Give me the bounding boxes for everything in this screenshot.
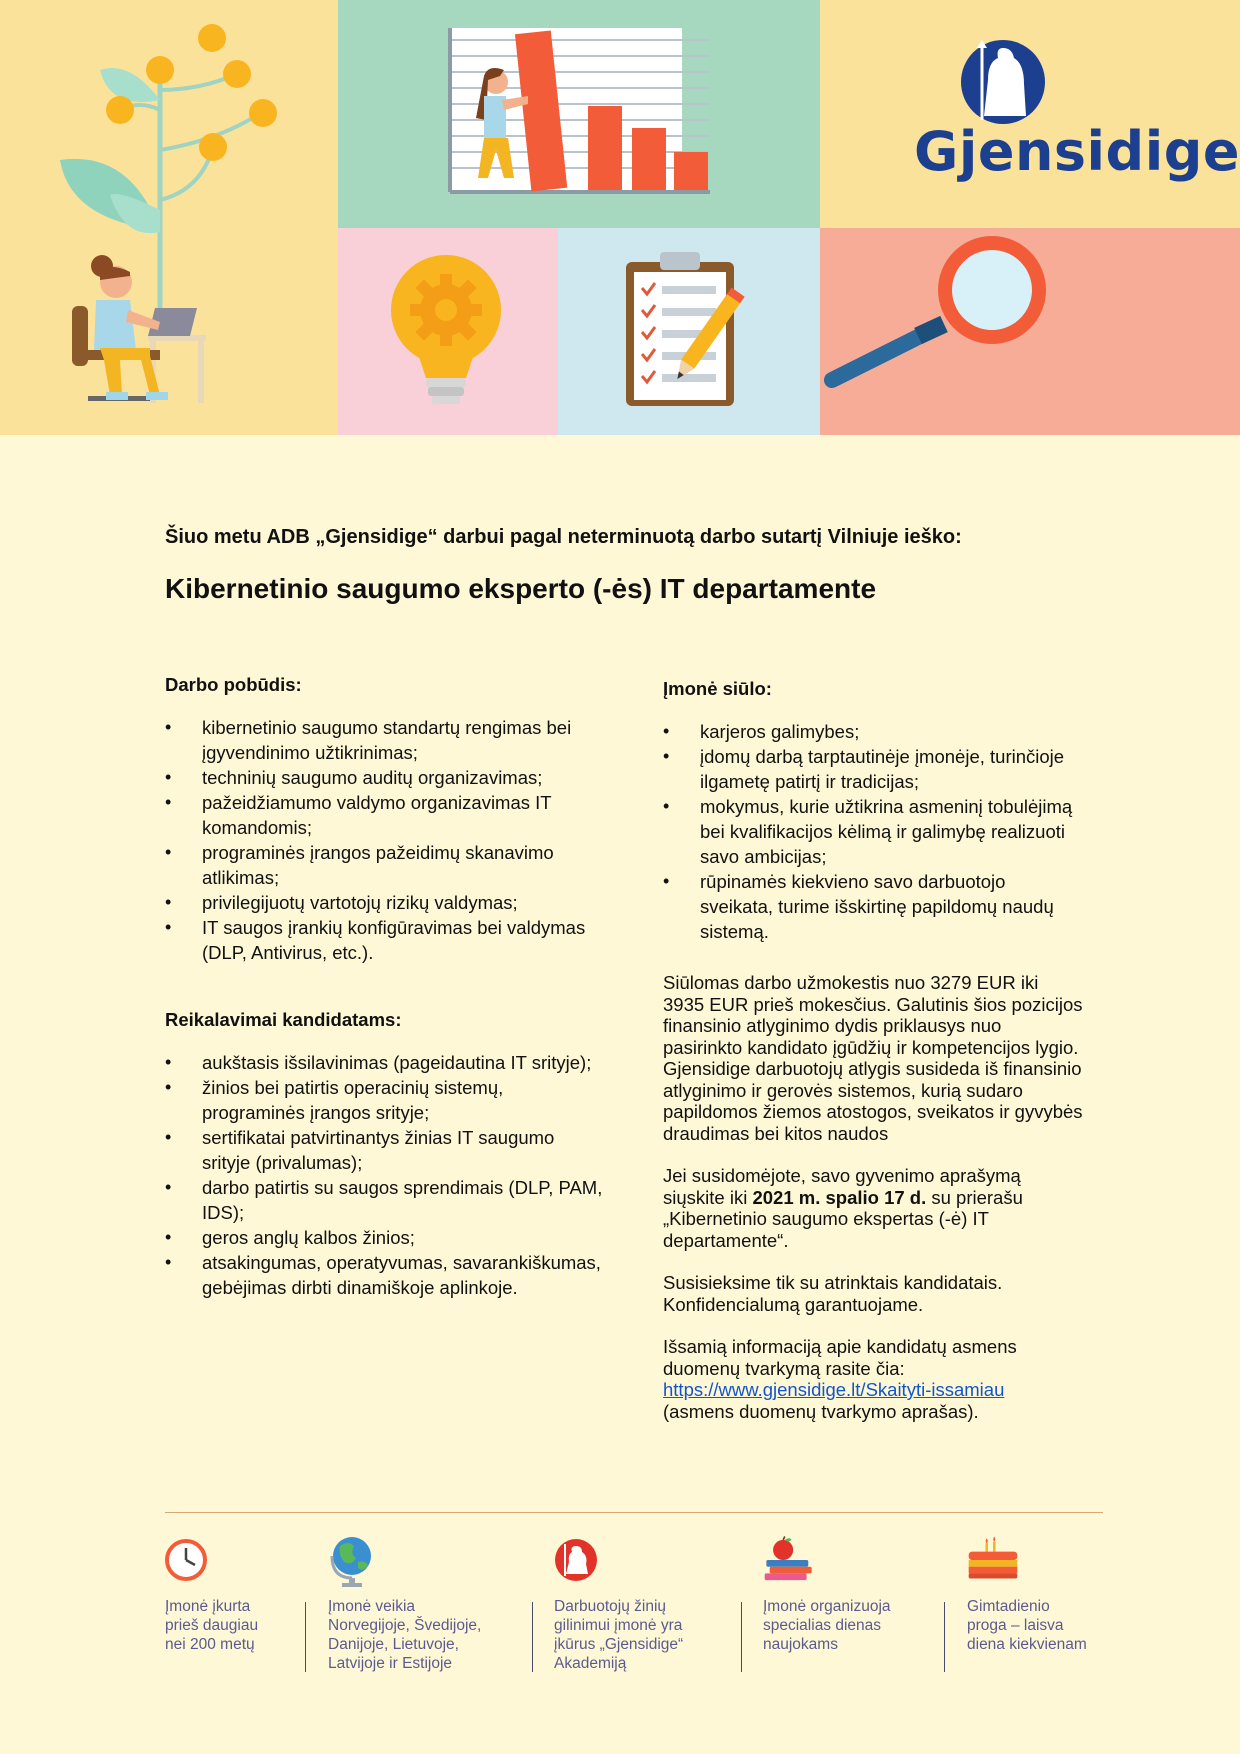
requirement-item: • sertifikatai patvirtinantys žinias IT saugumo srityje (privalumas); bbox=[165, 1125, 605, 1175]
offer-item: • rūpinamės kiekvieno savo darbuotojo sveikata, turime išskirtinę papildomų naudų sistemą. bbox=[663, 869, 1083, 944]
globe-icon bbox=[328, 1532, 380, 1588]
duty-item: • kibernetinio saugumo standartų rengimas bei įgyvendinimo užtikrinimas; bbox=[165, 715, 605, 765]
requirement-item: • geros anglų kalbos žinios; bbox=[165, 1225, 605, 1250]
books-apple-icon bbox=[763, 1532, 815, 1588]
footer-item-academy bbox=[554, 1532, 719, 1673]
lightbulb-gear-icon bbox=[338, 228, 558, 435]
banner-tile-logo bbox=[820, 0, 1240, 228]
footer-separator bbox=[305, 1602, 306, 1672]
offer-list bbox=[663, 719, 1083, 944]
apply-text-end: su prierašu „Kibernetinio saugumo ekspertas (-ė) IT departamente“. bbox=[663, 1186, 1023, 1251]
requirements-list bbox=[165, 1050, 605, 1300]
header-banner bbox=[0, 0, 1240, 435]
right-column bbox=[663, 676, 1083, 1422]
duty-item: • techninių saugumo auditų organizavimas; bbox=[165, 765, 605, 790]
requirements-heading: Reikalavimai kandidatams: bbox=[165, 1009, 402, 1030]
offer-heading: Įmonė siūlo: bbox=[663, 678, 772, 699]
offer-item: • įdomų darbą tarptautinėje įmonėje, turinčioje ilgametę patirtį ir tradicijas; bbox=[663, 744, 1083, 794]
birthday-cake-icon bbox=[967, 1532, 1019, 1588]
banner-tile-magnifier bbox=[820, 228, 1240, 435]
duty-item: • IT saugos įrankių konfigūravimas bei valdymas (DLP, Antivirus, etc.). bbox=[165, 915, 605, 965]
offer-item: • karjeros galimybes; bbox=[663, 719, 1083, 744]
bar-chart-icon bbox=[338, 0, 820, 228]
contact-note: Susisieksime tik su atrinktais kandidatais. Konfidencialumą garantuojame. bbox=[663, 1272, 1003, 1315]
footer-item-birthday bbox=[967, 1532, 1117, 1654]
apply-paragraph bbox=[663, 1165, 1083, 1251]
apply-deadline: 2021 m. spalio 17 d. bbox=[752, 1186, 927, 1208]
duty-item: • pažeidžiamumo valdymo organizavimas IT komandomis; bbox=[165, 790, 605, 840]
requirement-item: • aukštasis išsilavinimas (pageidautina IT srityje); bbox=[165, 1050, 605, 1075]
footer-item-founded bbox=[165, 1532, 285, 1654]
banner-tile-plant bbox=[0, 0, 338, 435]
privacy-text: Išsamią informaciją apie kandidatų asmens duomenų tvarkymą rasite čia: bbox=[663, 1336, 1017, 1379]
footer-text: Įmonė veikia Norvegijoje, Švedijoje, Danijoje, Lietuvoje, Latvijoje ir Estijoje bbox=[328, 1598, 482, 1672]
banner-tile-clipboard bbox=[558, 228, 820, 435]
magnifier-icon bbox=[820, 228, 1240, 435]
footer-text: Darbuotojų žinių gilinimui įmonė yra įkūrus „Gjensidige“ Akademiją bbox=[554, 1598, 684, 1672]
duty-item: • programinės įrangos pažeidimų skanavimo atlikimas; bbox=[165, 840, 605, 890]
requirement-item: • darbo patirtis su saugos sprendimais (DLP, PAM, IDS); bbox=[165, 1175, 605, 1225]
duties-list bbox=[165, 715, 605, 965]
footer-divider bbox=[165, 1512, 1103, 1513]
footer-text: Gimtadienio proga – laisva diena kiekvienam bbox=[967, 1598, 1087, 1653]
banner-tile-bulb bbox=[338, 228, 558, 435]
job-intro: Šiuo metu ADB „Gjensidige“ darbui pagal neterminuotą darbo sutartį Vilniuje ieško: bbox=[165, 526, 962, 548]
footer-separator bbox=[532, 1602, 533, 1672]
banner-tile-chart bbox=[338, 0, 820, 228]
footer-separator bbox=[741, 1602, 742, 1672]
clipboard-checklist-icon bbox=[558, 228, 820, 435]
gjensidige-logo bbox=[820, 0, 1240, 228]
clock-icon bbox=[165, 1532, 217, 1588]
brand-wordmark: Gjensidige bbox=[914, 120, 1240, 183]
requirement-item: • atsakingumas, operatyvumas, savarankiškumas, gebėjimas dirbti dinamiškoje aplinkoje. bbox=[165, 1250, 605, 1300]
duty-item: • privilegijuotų vartotojų rizikų valdymas; bbox=[165, 890, 605, 915]
left-column bbox=[165, 672, 605, 1300]
footer-item-newcomers bbox=[763, 1532, 933, 1654]
job-title: Kibernetinio saugumo eksperto (-ės) IT departamente bbox=[165, 573, 877, 604]
privacy-suffix: (asmens duomenų tvarkymo aprašas). bbox=[663, 1400, 979, 1422]
footer-text: Įmonė įkurta prieš daugiau nei 200 metų bbox=[165, 1598, 259, 1653]
footer-separator bbox=[944, 1602, 945, 1672]
offer-item: • mokymus, kurie užtikrina asmeninį tobulėjimą bei kvalifikacijos kėlimą ir galimybę realizuoti savo ambicijas; bbox=[663, 794, 1083, 869]
footer-item-countries bbox=[328, 1532, 508, 1673]
privacy-link[interactable]: https://www.gjensidige.lt/Skaityti-issamiau bbox=[663, 1379, 1005, 1400]
salary-paragraph: Siūlomas darbo užmokestis nuo 3279 EUR iki 3935 EUR prieš mokesčius. Galutinis šios pozicijos finansinio atlyginimo dydis priklausys nuo pasirinkto kandidato įgūdžių ir kompetencijos lygio. Gjensidige darbuotojų atlygis susideda iš finansinio atlyginimo ir gerovės sistemos, kurią sudaro papildomos žiemos atostogos, sveikatos ir gyvybės draudimas bei kitos naudos bbox=[663, 972, 1083, 1144]
privacy-paragraph bbox=[663, 1336, 1083, 1422]
duties-heading: Darbo pobūdis: bbox=[165, 674, 302, 695]
woman-laptop-plant-icon bbox=[0, 0, 338, 435]
apply-text: Jei susidomėjote, savo gyvenimo aprašymą siųskite iki bbox=[663, 1165, 1021, 1208]
footer-text: Įmonė organizuoja specialias dienas naujokams bbox=[763, 1598, 891, 1653]
requirement-item: • žinios bei patirtis operacinių sistemų, programinės įrangos srityje; bbox=[165, 1075, 605, 1125]
gjensidige-badge-icon bbox=[554, 1532, 606, 1588]
